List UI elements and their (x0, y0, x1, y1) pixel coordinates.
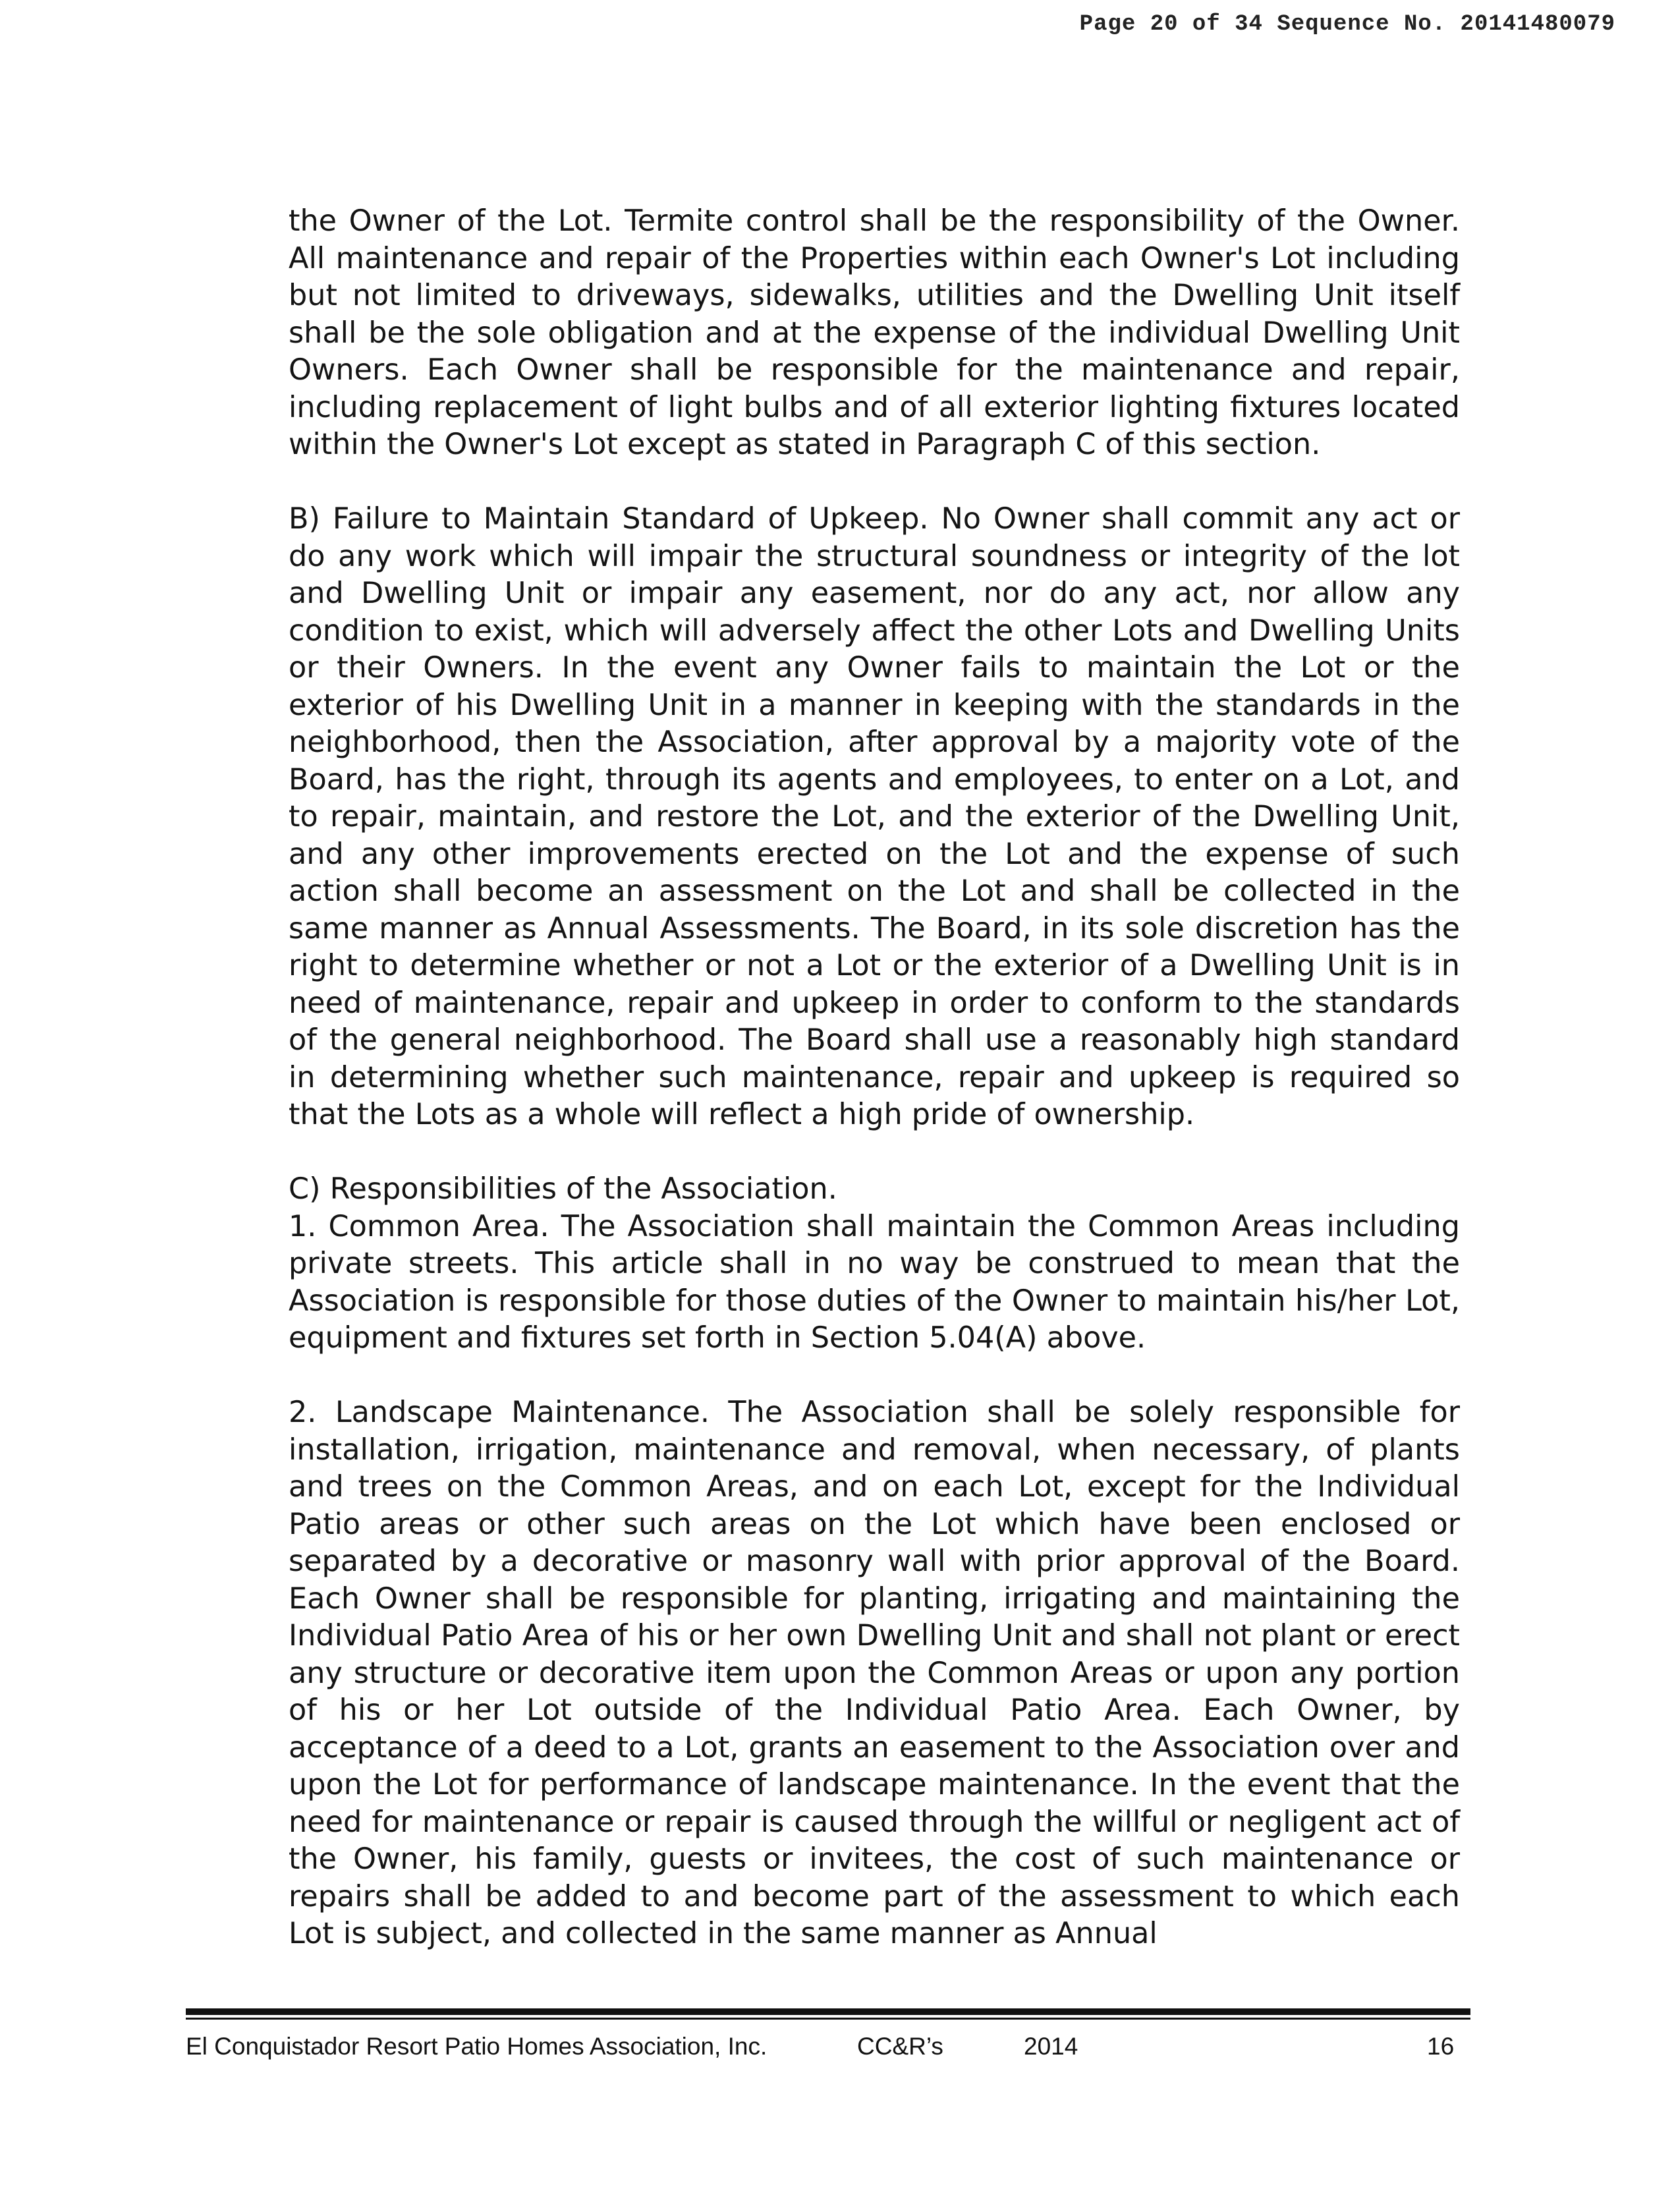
footer-rule-thin (186, 2018, 1470, 2020)
footer-organization: El Conquistador Resort Patio Homes Association, Inc. (186, 2033, 768, 2060)
footer-year: 2014 (1024, 2033, 1078, 2060)
recording-sequence-stamp: Page 20 of 34 Sequence No. 20141480079 (1079, 12, 1615, 37)
footer-document-title: CC&R’s (857, 2033, 943, 2060)
heading-association-responsibilities: C) Responsibilities of the Association. (289, 1172, 837, 1206)
document-body (289, 203, 1460, 1953)
paragraph-common-area: 1. Common Area. The Association shall maintain the Common Areas including private streets. This article shall in no way be construed to mean that the Association is responsible for those duties of the Owner to maintain his/her Lot, equipment and fixtures set forth in Section 5.04(A) above. (289, 1209, 1460, 1355)
paragraph-owner-maintenance: the Owner of the Lot. Termite control shall be the responsibility of the Owner. All maintenance and repair of the Properties within each Owner's Lot including but not limited to driveways, sidewalks, utilities and the Dwelling Unit itself shall be the sole obligation and at the expense of the individual Dwelling Unit Owners. Each Owner shall be responsible for the maintenance and repair, including replacement of light bulbs and of all exterior lighting fixtures located within the Owner's Lot except as stated in Paragraph C of this section. (289, 204, 1460, 461)
paragraph-failure-to-maintain: B) Failure to Maintain Standard of Upkeep. No Owner shall commit any act or do any work which will impair the structural soundness or integrity of the lot and Dwelling Unit or impair any easement, nor do any act, nor allow any condition to exist, which will adversely affect the other Lots and Dwelling Units or their Owners. In the event any Owner fails to maintain the Lot or the exterior of his Dwelling Unit in a manner in keeping with the standards in the neighborhood, then the Association, after approval by a majority vote of the Board, has the right, through its agents and employees, to enter on a Lot, and to repair, maintain, and restore the Lot, and the exterior of the Dwelling Unit, and any other improvements erected on the Lot and the expense of such action shall become an assessment on the Lot and shall be collected in the same manner as Annual Assessments. The Board, in its sole discretion has the right to determine whether or not a Lot or the exterior of a Dwelling Unit is in need of maintenance, repair and upkeep in order to conform to the standards of the general neighborhood. The Board shall use a reasonably high standard in determining whether such maintenance, repair and upkeep is required so that the Lots as a whole will reflect a high pride of ownership. (289, 502, 1460, 1131)
footer-page-number: 16 (1427, 2033, 1455, 2060)
paragraph-landscape-maintenance: 2. Landscape Maintenance. The Association shall be solely responsible for installation, irrigation, maintenance and removal, when necessary, of plants and trees on the Common Areas, and on each Lot, except for the Individual Patio areas or other such areas on the Lot which have been enclosed or separated by a decorative or masonry wall with prior approval of the Board. Each Owner shall be responsible for planting, irrigating and maintaining the Individual Patio Area of his or her own Dwelling Unit and shall not plant or erect any structure or decorative item upon the Common Areas or upon any portion of his or her Lot outside of the Individual Patio Area. Each Owner, by acceptance of a deed to a Lot, grants an easement to the Association over and upon the Lot for performance of landscape maintenance. In the event that the need for maintenance or repair is caused through the willful or negligent act of the Owner, his family, guests or invitees, the cost of such maintenance or repairs shall be added to and become part of the assessment to which each Lot is subject, and collected in the same manner as Annual (289, 1396, 1460, 1950)
footer-rule-thick (186, 2008, 1470, 2015)
